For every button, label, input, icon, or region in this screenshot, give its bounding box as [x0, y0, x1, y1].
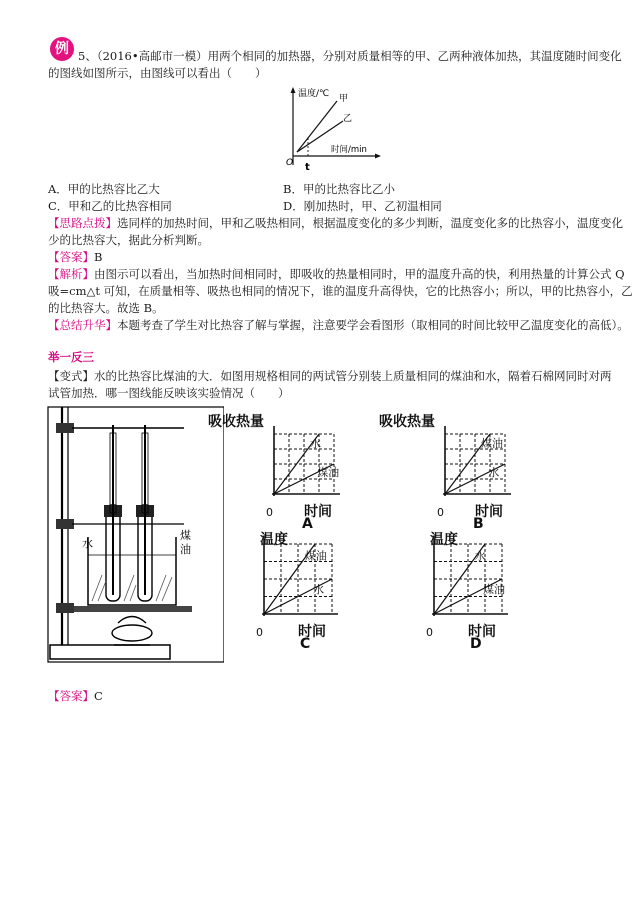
series-lower-label: 水 [488, 466, 500, 479]
graph-b [375, 410, 535, 528]
option-a: A．甲的比热容比乙大 [48, 182, 160, 196]
explain-text-1: 由图示可以看出，当加热时间相同时，即吸收的热量相同时，甲的温度升高的快，利用热量的计算公式 Q [94, 267, 625, 281]
summary-line [48, 315, 629, 336]
experiment-apparatus [44, 405, 224, 665]
graph-letter: C [300, 636, 311, 648]
explain-line-3: 的比热容大。故选 B。 [48, 301, 164, 315]
summary-text: 本题考查了学生对比热容了解与掌握，注意要学会看图形（取相同的时间比较甲乙温度变化的高低）。 [117, 318, 629, 332]
graph-y-label: 吸收热量 [208, 414, 264, 430]
hint-text-1: 选同样的加热时间，甲和乙吸热相同，根据温度变化的多少判断，温度变化多的比热容小，温度变化 [117, 216, 623, 230]
graph-y-label: 温度 [260, 532, 288, 548]
series-upper-label: 水 [310, 437, 321, 451]
ring-clamp [56, 603, 74, 613]
series-jia-label: 甲 [339, 94, 349, 104]
clamp-upper [56, 423, 74, 433]
variant-tag: 【变式】 [48, 369, 94, 383]
graph-a [204, 410, 364, 528]
question-line-1: 5、（2016•高邮市一模）用两个相同的加热器，分别对质量相等的甲、乙两种液体加热，其温度随时间变化 [78, 49, 622, 63]
graph-origin-label: 0 [437, 506, 444, 519]
example-badge: 例 [50, 37, 74, 61]
graph-x-label: 时间 [298, 624, 326, 640]
graph-origin-label: 0 [426, 626, 433, 639]
option-d: D．刚加热时，甲、乙初温相同 [283, 199, 442, 213]
series-lower-label: 煤油 [482, 583, 505, 596]
graph-x-label: 时间/min [331, 145, 367, 155]
explain-tag: 【解析】 [48, 267, 94, 281]
apparatus-kerosene-label-2: 油 [180, 543, 191, 556]
graph-y-arrow [291, 87, 296, 93]
graph-d [410, 530, 570, 648]
graph-x-label: 时间 [304, 504, 332, 520]
variant-heading: 举一反三 [48, 350, 94, 364]
graph-origin-label: 0 [266, 506, 273, 519]
variant-line-2: 试管加热．哪一图线能反映该实验情况（ ） [48, 386, 290, 400]
series-upper-label: 煤油 [481, 437, 503, 451]
graph-c [240, 530, 400, 648]
final-answer-line [48, 686, 103, 707]
graph-origin-label: O [286, 158, 294, 168]
graph-x-label: 时间 [475, 504, 503, 520]
variant-text-1: 水的比热容比煤油的大．如图用规格相同的两试管分别装上质量相同的煤油和水，隔着石棉网同时对两 [94, 369, 612, 383]
series-lower-label: 煤油 [317, 466, 340, 479]
answer-value: B [94, 250, 103, 264]
apparatus-kerosene-label-1: 煤 [180, 529, 191, 542]
asbestos-gauze [74, 606, 192, 612]
apparatus-water-label: 水 [82, 537, 93, 550]
graph-x-label: 时间 [468, 624, 496, 640]
question-line-2: 的图线如图所示，由图线可以看出（ ） [48, 66, 267, 80]
apparatus-frame [48, 407, 224, 662]
graph-origin-label: 0 [256, 626, 263, 639]
graph-y-label: 吸收热量 [379, 414, 435, 430]
explain-line-2: 吸=cm△t 可知，在质量相等、吸热也相同的情况下，谁的温度升高得快，它的比热容小；所以，甲的比热容小，乙 [48, 284, 633, 298]
answer-tag: 【答案】 [48, 250, 94, 264]
graph-letter: D [470, 636, 482, 648]
graph-x-arrow [375, 154, 381, 159]
alcohol-lamp [112, 625, 152, 641]
series-yi-label: 乙 [343, 114, 353, 124]
final-answer-value: C [94, 689, 103, 703]
graph-t-label: t [305, 162, 310, 173]
graph-y-label: 温度/℃ [298, 89, 330, 99]
hint-tag: 【思路点拨】 [48, 216, 117, 230]
graph-letter: B [473, 516, 484, 528]
burner-flame [118, 617, 146, 624]
option-c: C．甲和乙的比热容相同 [48, 199, 172, 213]
series-lower-label: 水 [312, 583, 324, 596]
hint-line-2: 少的比热容大，据此分析判断。 [48, 233, 209, 247]
clamp-lower [56, 519, 74, 529]
series-upper-label: 水 [474, 549, 486, 563]
final-answer-tag: 【答案】 [48, 689, 94, 703]
temperature-time-graph [283, 83, 383, 179]
stand-base [50, 645, 170, 659]
summary-tag: 【总结升华】 [48, 318, 117, 332]
series-upper-label: 煤油 [304, 549, 327, 563]
option-b: B．甲的比热容比乙小 [283, 182, 395, 196]
graph-letter: A [302, 516, 313, 528]
graph-y-label: 温度 [430, 532, 458, 548]
